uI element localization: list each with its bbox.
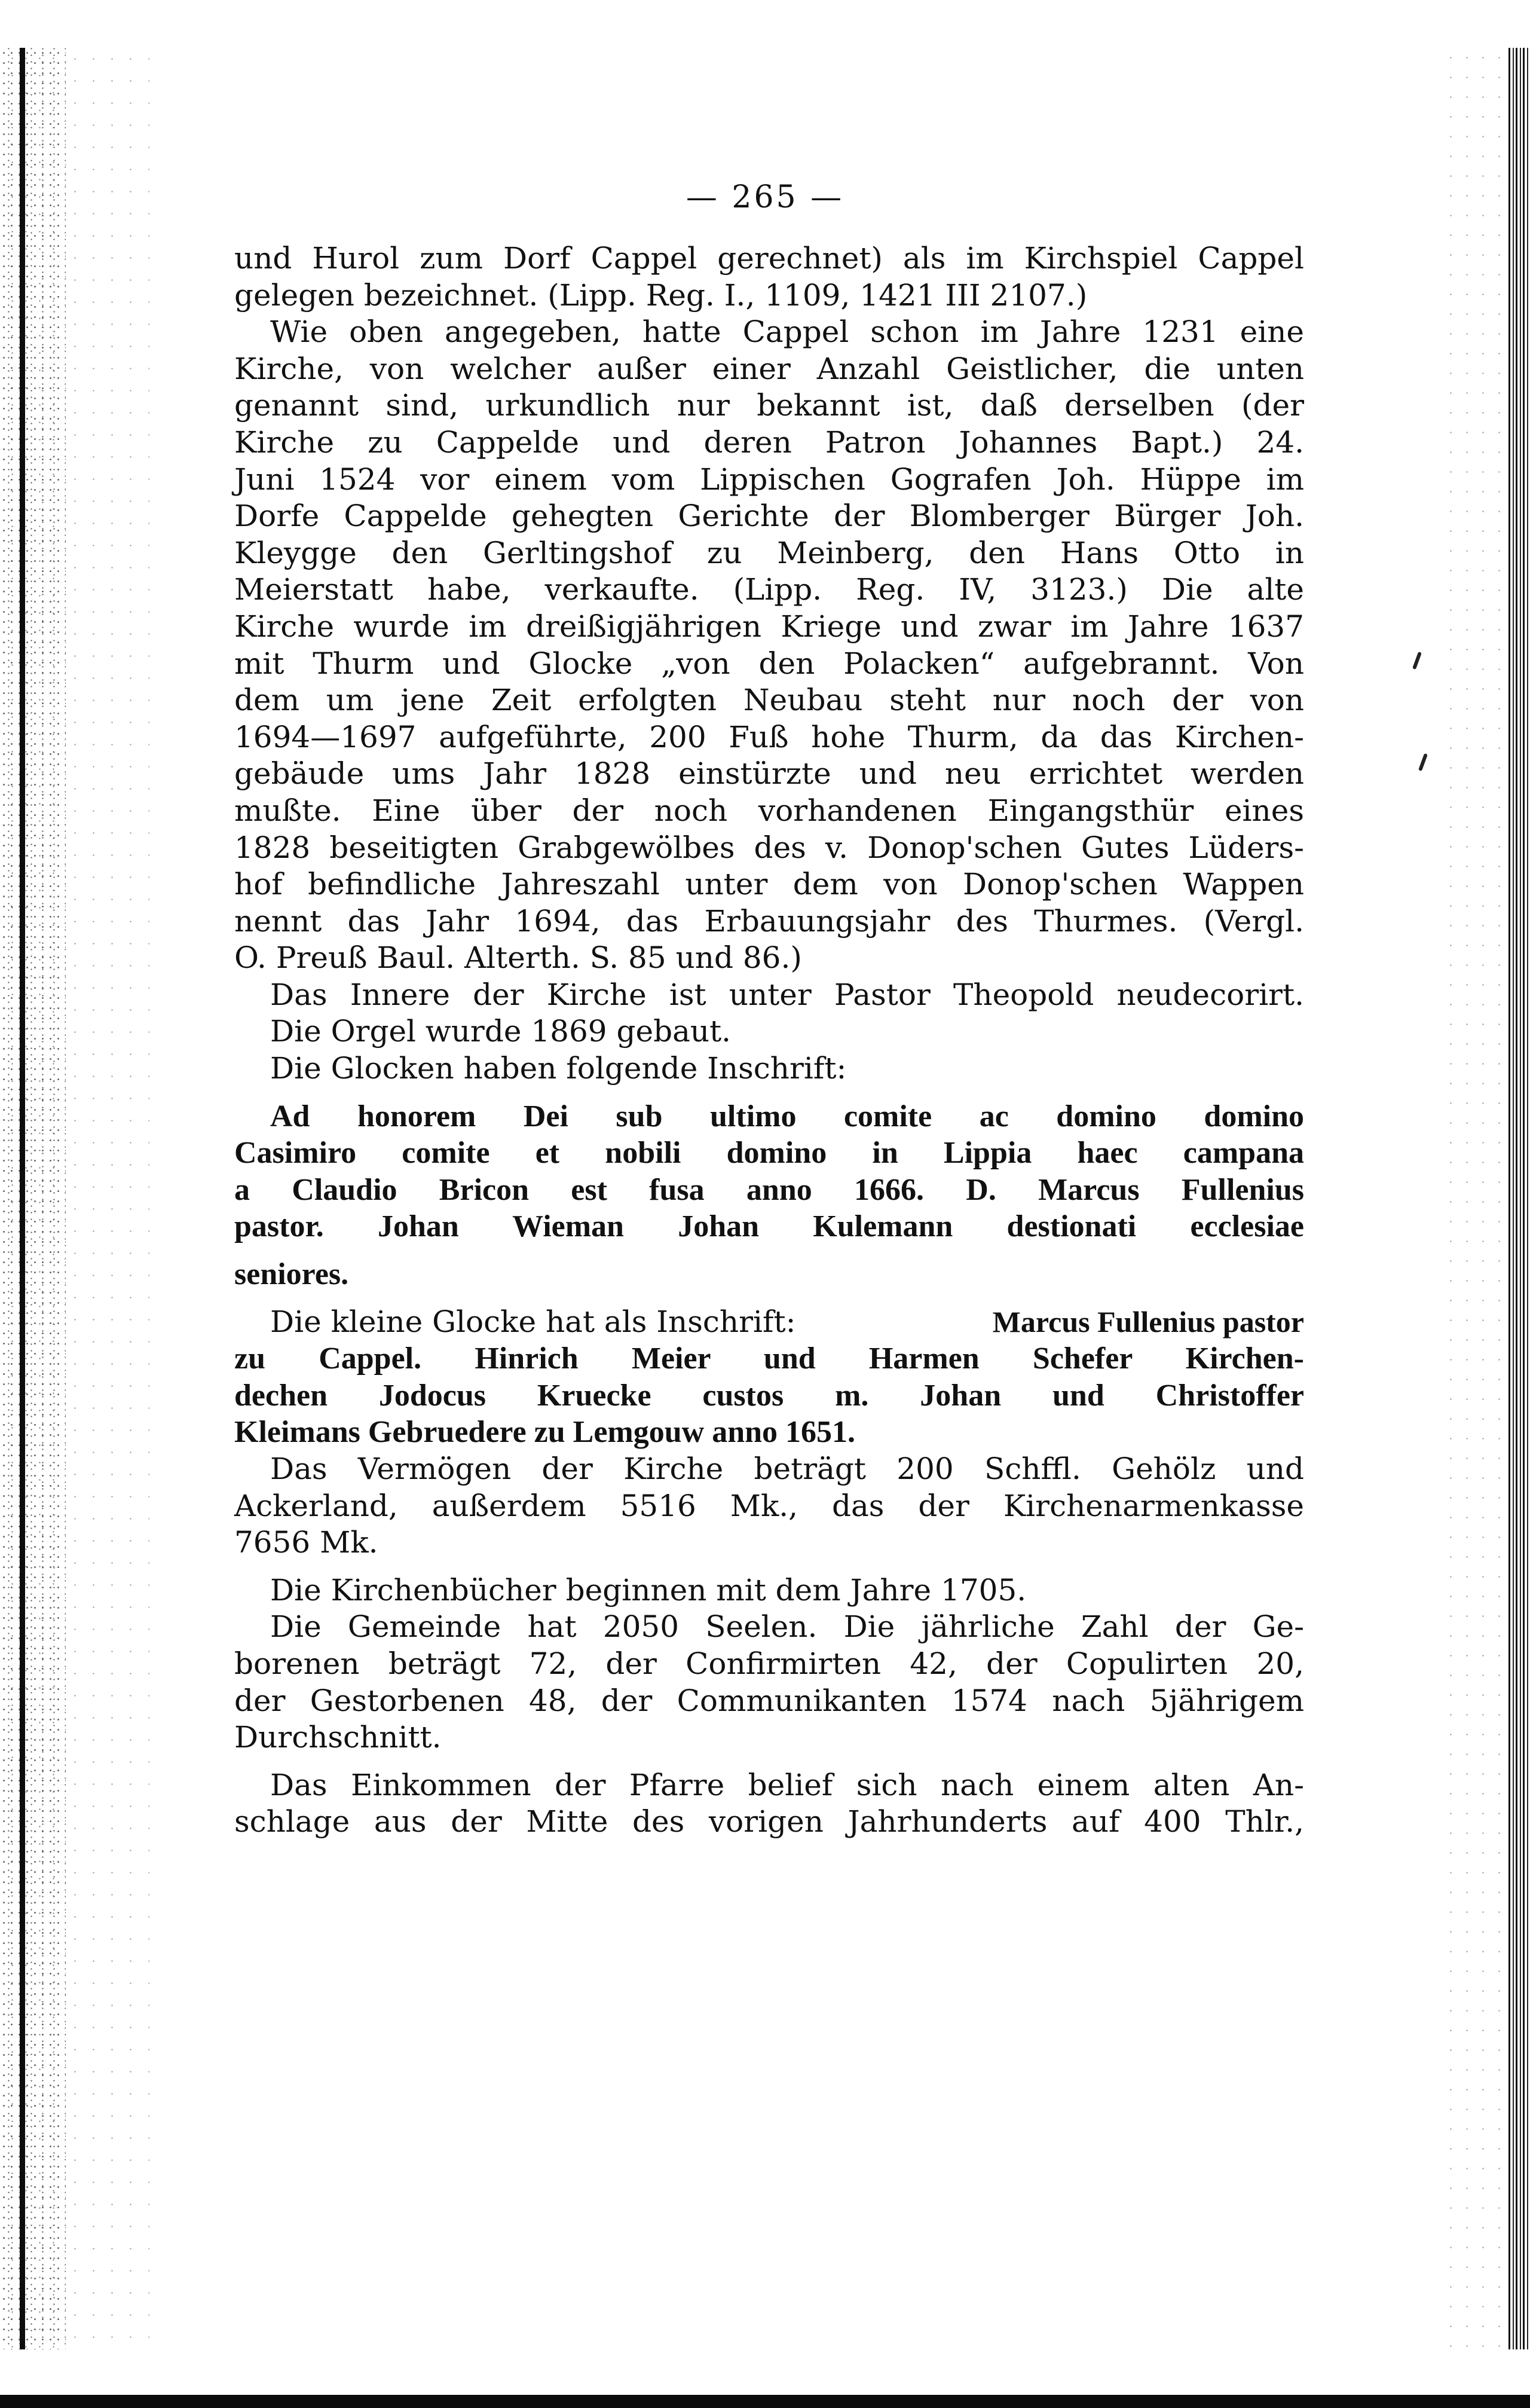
page-binding-edge bbox=[20, 48, 25, 2349]
text-line: gebäude ums Jahr 1828 einstürzte und neu errichtet werden bbox=[234, 756, 1304, 792]
text-line: seniores. bbox=[234, 1257, 349, 1292]
text-line: dem um jene Zeit erfolgten Neubau steht nur noch der von bbox=[234, 683, 1304, 718]
text-line: 7656 Mk. bbox=[234, 1525, 378, 1560]
text-line: Durchschnitt. bbox=[234, 1720, 442, 1755]
paragraph bbox=[234, 977, 1304, 1014]
paragraph bbox=[234, 1451, 1304, 1561]
text-line: genannt sind, urkundlich nur bekannt ist, daß derselben (der bbox=[234, 388, 1304, 423]
paragraph bbox=[234, 1050, 1304, 1087]
text-line: hof befindliche Jahreszahl unter dem von Donop'schen Wappen bbox=[234, 867, 1304, 902]
page-number: — 265 — bbox=[686, 179, 844, 215]
page-right-edge bbox=[1508, 48, 1530, 2349]
text-line: Kirche, von welcher außer einer Anzahl Geistlicher, die unten bbox=[234, 351, 1304, 386]
small-bell-inscription-start: Marcus Fullenius pastor bbox=[992, 1304, 1304, 1339]
scan-mark bbox=[1412, 652, 1422, 670]
text-line: mußte. Eine über der noch vorhandenen Eingangsthür eines bbox=[234, 793, 1304, 828]
text-line: O. Preuß Baul. Alterth. S. 85 und 86.) bbox=[234, 940, 802, 976]
paragraph bbox=[234, 314, 1304, 977]
text-line: zu Cappel. Hinrich Meier und Harmen Schefer Kirchen- bbox=[234, 1341, 1304, 1376]
paragraph bbox=[234, 1013, 1304, 1050]
scan-speckle-left-fade bbox=[66, 48, 149, 2349]
text-line bbox=[234, 1304, 1304, 1341]
text-line: Meierstatt habe, verkaufte. (Lipp. Reg. IV, 3123.) Die alte bbox=[234, 572, 1304, 607]
text-line: Die Kirchenbücher beginnen mit dem Jahre 1705. bbox=[270, 1572, 1027, 1608]
text-line: Wie oben angegeben, hatte Cappel schon im Jahre 1231 eine bbox=[270, 314, 1304, 350]
text-line: Ackerland, außerdem 5516 Mk., das der Kirchenarmenkasse bbox=[234, 1488, 1304, 1523]
text-line: 1694—1697 aufgeführte, 200 Fuß hohe Thurm, da das Kirchen- bbox=[234, 719, 1304, 754]
text-line: pastor. Johan Wieman Johan Kulemann destionati ecclesiae bbox=[234, 1209, 1304, 1244]
text-line: Kirche wurde im dreißigjährigen Kriege und zwar im Jahre 1637 bbox=[234, 609, 1304, 644]
paragraph bbox=[234, 1572, 1304, 1609]
text-line: Das Vermögen der Kirche beträgt 200 Schffl. Gehölz und bbox=[270, 1451, 1304, 1486]
paragraph bbox=[234, 240, 1304, 314]
paragraph bbox=[234, 1767, 1304, 1841]
text-line: schlage aus der Mitte des vorigen Jahrhunderts auf 400 Thlr., bbox=[234, 1804, 1304, 1839]
text-line: Kirche zu Cappelde und deren Patron Johannes Bapt.) 24. bbox=[234, 424, 1304, 460]
text-line: Dorfe Cappelde gehegten Gerichte der Blomberger Bürger Joh. bbox=[234, 499, 1304, 534]
small-bell-intro: Die kleine Glocke hat als Inschrift: bbox=[270, 1304, 796, 1339]
scan-bottom-edge bbox=[0, 2395, 1530, 2408]
text-line: dechen Jodocus Kruecke custos m. Johan und Christoffer bbox=[234, 1378, 1304, 1413]
text-line: Kleimans Gebruedere zu Lemgouw anno 1651. bbox=[234, 1415, 856, 1450]
text-line: 1828 beseitigten Grabgewölbes des v. Donop'schen Gutes Lüders- bbox=[234, 830, 1304, 865]
text-line: borenen beträgt 72, der Confirmirten 42, der Copulirten 20, bbox=[234, 1646, 1304, 1681]
scan-mark bbox=[1418, 753, 1428, 771]
page-body bbox=[234, 240, 1304, 1841]
text-line: Die Gemeinde hat 2050 Seelen. Die jährliche Zahl der Ge- bbox=[270, 1609, 1304, 1645]
scan-speckle-right bbox=[1443, 48, 1508, 2349]
text-line: Ad honorem Dei sub ultimo comite ac domino domino bbox=[270, 1099, 1304, 1133]
text-line: nennt das Jahr 1694, das Erbauungsjahr des Thurmes. (Vergl. bbox=[234, 903, 1304, 939]
paragraph bbox=[234, 1609, 1304, 1756]
text-line: Kleygge den Gerltingshof zu Meinberg, den Hans Otto in bbox=[234, 535, 1304, 570]
text-line: Das Einkommen der Pfarre belief sich nach einem alten An- bbox=[270, 1767, 1304, 1802]
text-line: der Gestorbenen 48, der Communikanten 1574 nach 5jährigem bbox=[234, 1683, 1304, 1718]
text-line: mit Thurm und Glocke „von den Polacken“ aufgebrannt. Von bbox=[234, 646, 1304, 681]
text-line: und Hurol zum Dorf Cappel gerechnet) als im Kirchspiel Cappel bbox=[234, 241, 1304, 276]
text-line: Die Orgel wurde 1869 gebaut. bbox=[270, 1014, 732, 1049]
text-line: a Claudio Bricon est fusa anno 1666. D. Marcus Fullenius bbox=[234, 1172, 1304, 1207]
scan-speckle-left bbox=[0, 48, 66, 2349]
text-line: gelegen bezeichnet. (Lipp. Reg. I., 1109, 1421 III 2107.) bbox=[234, 277, 1088, 313]
bell-inscription-latin bbox=[234, 1098, 1304, 1293]
text-line: Das Innere der Kirche ist unter Pastor Theopold neudecorirt. bbox=[270, 977, 1304, 1012]
paragraph-small-bell bbox=[234, 1304, 1304, 1451]
text-line: Juni 1524 vor einem vom Lippischen Gografen Joh. Hüppe im bbox=[234, 462, 1304, 497]
text-line: Casimiro comite et nobili domino in Lippia haec campana bbox=[234, 1136, 1304, 1171]
text-line: Die Glocken haben folgende Inschrift: bbox=[270, 1051, 847, 1086]
